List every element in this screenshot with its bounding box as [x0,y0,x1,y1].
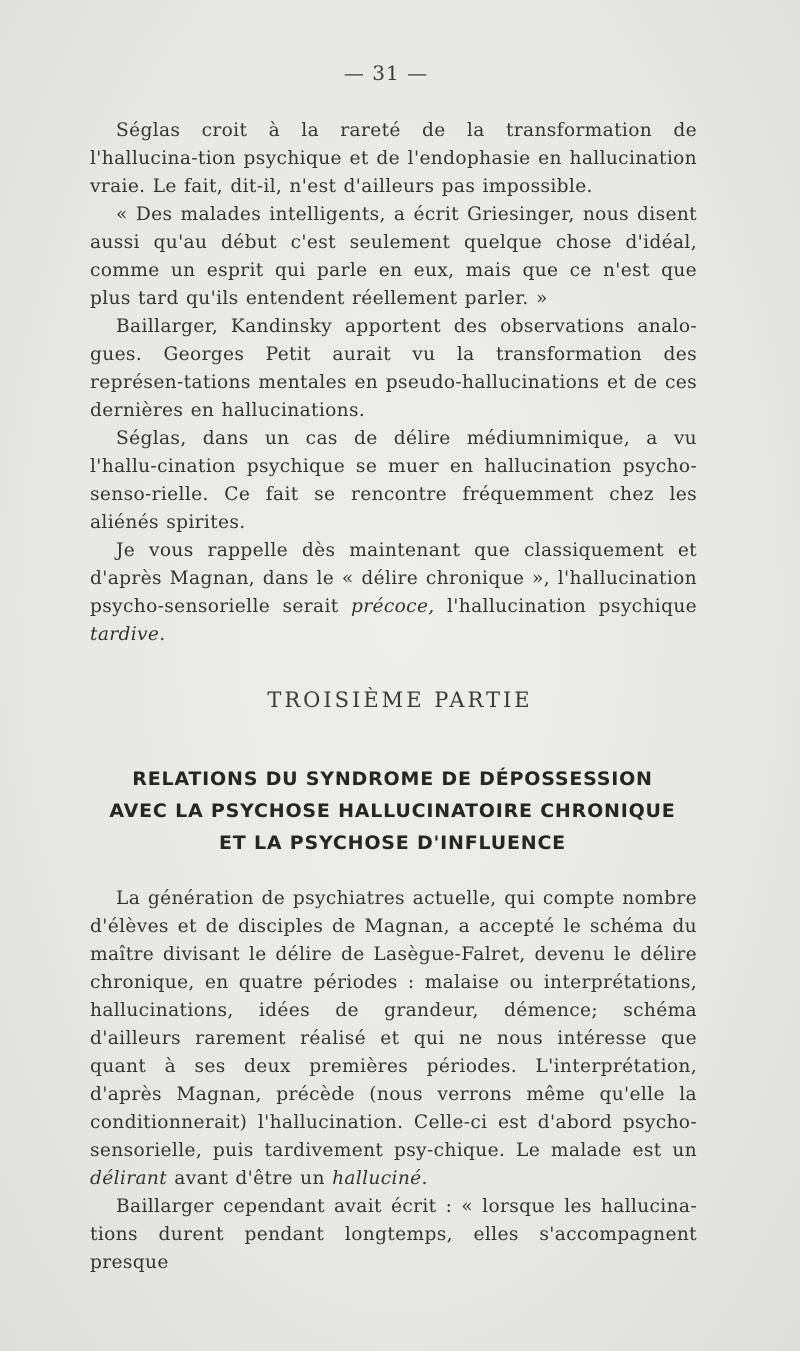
heading-line: RELATIONS DU SYNDROME DE DÉPOSSESSION [132,768,653,790]
text-run: l'hallucination psychique [434,596,697,617]
italic-term: précoce, [351,596,435,617]
heading-line: AVEC LA PSYCHOSE HALLUCINATOIRE CHRONIQUE [109,800,676,822]
paragraph: Baillarger cependant avait écrit : « lorsque les hallucina-tions durent pendant longtemps, elles s'accompagnent presque [90,1196,697,1273]
paragraph [90,885,697,1193]
paragraph: « Des malades intelligents, a écrit Griesinger, nous disent aussi qu'au début c'est seulement quelque chose d'idéal, comme un esprit qui parle en eux, mais que ce n'est que plus tard qu'ils entendent réellement parler. » [90,204,697,309]
paragraph: Séglas, dans un cas de délire médiumnimique, a vu l'hallu-cination psychique se muer en hallucination psycho-senso-rielle. Ce fait se rencontre fréquemment chez les aliénés spirites. [90,428,697,533]
italic-term: halluciné [332,1168,422,1189]
page-number: — 31 — [343,61,429,85]
text-run: Je vous rappelle dès maintenant que classiquement et d'après Magnan, dans le « délire chronique », l'hallucination psycho-sensorielle serait [90,540,697,617]
part-title: TROISIÈME PARTIE [267,688,533,712]
paragraph: Séglas croit à la rareté de la transformation de l'hallucina-tion psychique et de l'endophasie en hallucination vraie. Le fait, dit-il, n'est d'ailleurs pas impossible. [90,120,697,197]
text-run: avant d'être un [167,1168,333,1189]
text-run: . [159,624,166,645]
top-text-block [90,117,697,649]
italic-term: délirant [90,1168,168,1189]
text-run: La génération de psychiatres actuelle, qui compte nombre d'élèves et de disciples de Magnan, a accepté le schéma du maître divisant le délire de Lasègue-Falret, devenu le délire chronique, en quatre périodes : malaise ou interprétations, hallucinations, idées de grandeur, démence; schéma d'ailleurs rarement réalisé et qui ne nous intéresse que quant à ses deux premières périodes. L'interprétation, d'après Magnan, précède (nous verrons même qu'elle la conditionnerait) l'hallucination. Celle-ci est d'abord psycho-sensorielle, puis tardivement psy-chique. Le malade est un [90,888,697,1161]
italic-term: tardive [90,624,160,645]
paragraph [90,537,697,649]
paragraph: Baillarger, Kandinsky apportent des observations analo-gues. Georges Petit aurait vu la transformation des représen-tations mentales en pseudo-hallucinations et de ces dernières en hallucinations. [90,316,697,421]
text-run: . [421,1168,428,1189]
bottom-text-block [90,885,697,1277]
chapter-heading [80,763,705,859]
heading-line: ET LA PSYCHOSE D'INFLUENCE [219,832,566,854]
